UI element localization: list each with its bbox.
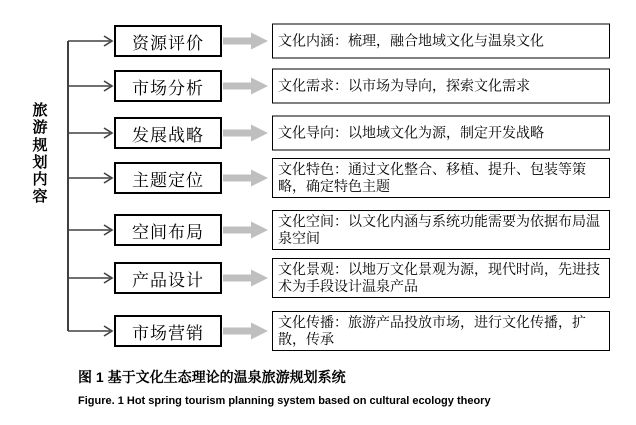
block-arrow-icon bbox=[223, 169, 268, 187]
description-box-cultural-demand: 文化需求：以市场为导向，探索文化需求 bbox=[272, 69, 610, 104]
figure-caption-zh: 图 1 基于文化生态理论的温泉旅游规划系统 bbox=[78, 369, 346, 385]
description-box-cultural-features: 文化特色：通过文化整合、移植、提升、包装等策略，确定特色主题 bbox=[272, 158, 610, 198]
side-label-tourism-planning-content: 旅游规划内容 bbox=[32, 102, 48, 206]
diagram-row bbox=[0, 262, 636, 294]
block-arrow-icon bbox=[223, 322, 268, 340]
diagram-row bbox=[0, 315, 636, 347]
diagram-row bbox=[0, 70, 636, 102]
block-arrow-icon bbox=[223, 77, 268, 95]
figure-caption-en: Figure. 1 Hot spring tourism planning system based on cultural ecology theory bbox=[78, 395, 491, 407]
stage-box-theme-positioning: 主题定位 bbox=[114, 162, 222, 194]
description-box-cultural-connotation: 文化内涵：梳理，融合地域文化与温泉文化 bbox=[272, 24, 610, 59]
block-arrow-icon bbox=[223, 124, 268, 142]
diagram-row bbox=[0, 214, 636, 246]
stage-box-market-analysis: 市场分析 bbox=[114, 70, 222, 102]
block-arrow-icon bbox=[223, 32, 268, 50]
description-box-cultural-landscape: 文化景观：以地万文化景观为源，现代时尚，先进技术为手段设计温泉产品 bbox=[272, 258, 610, 298]
diagram-row bbox=[0, 25, 636, 57]
diagram-row bbox=[0, 117, 636, 149]
stage-box-spatial-layout: 空间布局 bbox=[114, 214, 222, 246]
stage-box-development-strategy: 发展战略 bbox=[114, 117, 222, 149]
block-arrow-icon bbox=[223, 221, 268, 239]
stage-box-marketing: 市场营销 bbox=[114, 315, 222, 347]
description-box-cultural-space: 文化空间：以文化内涵与系统功能需要为依据布局温泉空间 bbox=[272, 210, 610, 250]
block-arrow-icon bbox=[223, 269, 268, 287]
diagram-row bbox=[0, 162, 636, 194]
description-box-cultural-orientation: 文化导向：以地域文化为源，制定开发战略 bbox=[272, 116, 610, 151]
stage-box-product-design: 产品设计 bbox=[114, 262, 222, 294]
description-box-cultural-communication: 文化传播：旅游产品投放市场，进行文化传播，扩散，传承 bbox=[272, 311, 610, 351]
stage-box-resource-evaluation: 资源评价 bbox=[114, 25, 222, 57]
